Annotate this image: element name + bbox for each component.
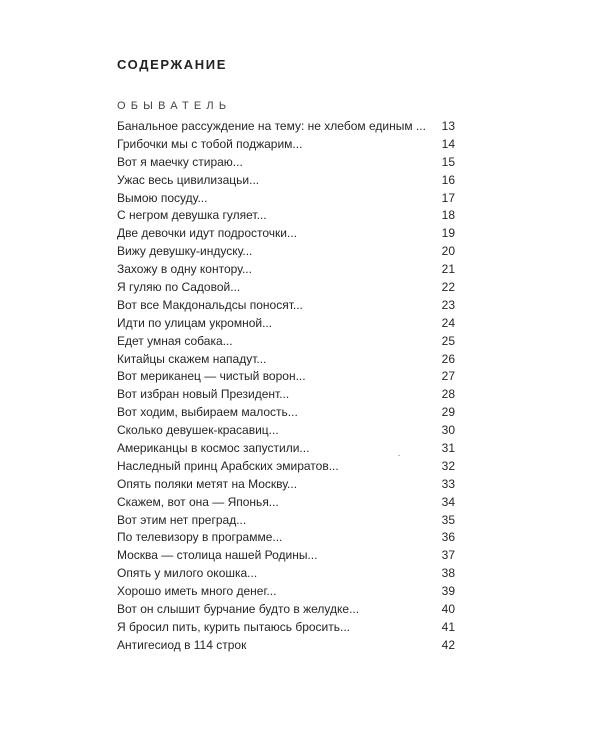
entry-page-number: 18: [441, 208, 455, 223]
entry-page-number: 27: [441, 369, 455, 384]
entry-page-number: 20: [441, 244, 455, 259]
toc-entry: [117, 404, 455, 422]
toc-entry: [117, 172, 455, 190]
entry-title: Опять поляки метят на Москву...: [117, 476, 298, 491]
entry-title: Едет умная собака...: [117, 333, 233, 348]
toc-entry: [117, 422, 455, 440]
toc-entry: [117, 279, 455, 297]
toc-entry: [117, 351, 455, 369]
entry-page-number: 42: [441, 637, 455, 652]
toc-entry: [117, 190, 455, 208]
entry-title: Я гуляю по Садовой...: [117, 280, 241, 295]
entry-page-number: 34: [441, 494, 455, 509]
entry-page-number: 19: [441, 226, 455, 241]
entry-title: Опять у милого окошка...: [117, 566, 258, 581]
entry-page-number: 26: [441, 351, 455, 366]
entry-page-number: 21: [441, 262, 455, 277]
entry-title: Вот ходим, выбираем малость...: [117, 405, 298, 420]
entry-page-number: 35: [441, 512, 455, 527]
toc-entry: [117, 368, 455, 386]
entry-title: По телевизору в программе...: [117, 530, 283, 545]
entry-title: Американцы в космос запустили...: [117, 441, 310, 456]
entry-page-number: 16: [441, 172, 455, 187]
toc-entry: [117, 333, 455, 351]
toc-entry: [117, 118, 455, 136]
toc-entry: [117, 601, 455, 619]
toc-entry: [117, 494, 455, 512]
entry-page-number: 14: [441, 136, 455, 151]
entry-page-number: 39: [441, 584, 455, 599]
entry-title: Наследный принц Арабских эмиратов...: [117, 458, 339, 473]
entry-page-number: 15: [441, 154, 455, 169]
toc-entry: [117, 136, 455, 154]
entry-title: Скажем, вот она — Японья...: [117, 494, 279, 509]
entry-title: Хорошо иметь много денег...: [117, 584, 277, 599]
entry-page-number: 38: [441, 566, 455, 581]
entry-page-number: 36: [441, 530, 455, 545]
entry-page-number: 28: [441, 387, 455, 402]
entry-title: Антигесиод в 114 строк: [117, 637, 247, 652]
entry-page-number: 31: [441, 441, 455, 456]
toc-entry: [117, 386, 455, 404]
entry-title: Ужас весь цивилизацьи...: [117, 172, 260, 187]
entry-title: Вот избран новый Президент...: [117, 387, 290, 402]
toc-entry: [117, 225, 455, 243]
entry-page-number: 29: [441, 405, 455, 420]
entry-page-number: 33: [441, 476, 455, 491]
entry-title: Вот этим нет преград...: [117, 512, 247, 527]
toc-list: [117, 118, 455, 655]
entry-title: Я бросил пить, курить пытаюсь бросить...: [117, 619, 351, 634]
entry-page-number: 24: [441, 315, 455, 330]
entry-page-number: 25: [441, 333, 455, 348]
toc-entry: [117, 243, 455, 261]
toc-entry: [117, 547, 455, 565]
entry-title: Грибочки мы с тобой поджарим...: [117, 136, 303, 151]
toc-entry: [117, 529, 455, 547]
toc-entry: [117, 440, 455, 458]
entry-page-number: 22: [441, 280, 455, 295]
toc-entry: [117, 637, 455, 655]
toc-entry: [117, 476, 455, 494]
toc-entry: [117, 315, 455, 333]
entry-title: Сколько девушек-красавиц...: [117, 423, 279, 438]
entry-title: Идти по улицам укромной...: [117, 315, 273, 330]
entry-page-number: 13: [441, 119, 455, 133]
entry-page-number: 17: [441, 190, 455, 205]
paper-speck: [398, 455, 400, 456]
toc-entry: [117, 583, 455, 601]
entry-title: С негром девушка гуляет...: [117, 208, 267, 223]
toc-entry: [117, 565, 455, 583]
entry-title: Вот я маечку стираю...: [117, 154, 243, 169]
toc-entry: [117, 297, 455, 315]
entry-page-number: 30: [441, 423, 455, 438]
entry-title: Москва — столица нашей Родины...: [117, 548, 318, 563]
toc-entry: [117, 261, 455, 279]
page-title: СОДЕРЖАНИЕ: [117, 57, 227, 72]
entry-title: Вымою посуду...: [117, 190, 208, 205]
entry-page-number: 41: [441, 619, 455, 634]
toc-entry: [117, 207, 455, 225]
entry-title: Две девочки идут подросточки...: [117, 226, 298, 241]
toc-entry: [117, 619, 455, 637]
entry-page-number: 32: [441, 458, 455, 473]
entry-title: Банальное рассуждение на тему: не хлебом единым ...: [117, 119, 426, 133]
entry-title: Вот мериканец — чистый ворон...: [117, 369, 306, 384]
entry-title: Вот все Макдональдсы поносят...: [117, 297, 303, 312]
toc-entry: [117, 154, 455, 172]
entry-title: Захожу в одну контору...: [117, 262, 252, 277]
entry-page-number: 37: [441, 548, 455, 563]
entry-title: Вот он слышит бурчание будто в желудке...: [117, 602, 360, 617]
toc-entry: [117, 458, 455, 476]
entry-page-number: 40: [441, 602, 455, 617]
toc-entry: [117, 512, 455, 530]
entry-page-number: 23: [441, 297, 455, 312]
entry-title: Китайцы скажем нападут...: [117, 351, 267, 366]
entry-title: Вижу девушку-индуску...: [117, 244, 253, 259]
section-title: ОБЫВАТЕЛЬ: [117, 100, 232, 112]
